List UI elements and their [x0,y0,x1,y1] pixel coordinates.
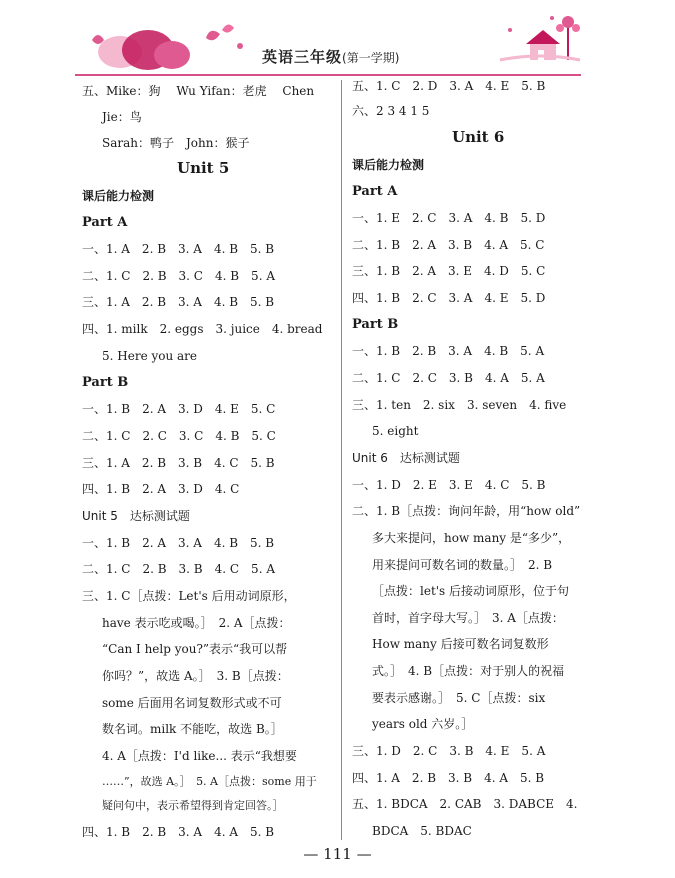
answer-line: 二、1. C 2. C 3. B 4. A 5. A [352,371,545,385]
answer-line: 五、1. C 2. D 3. A 4. E 5. B [352,79,546,93]
answer-line: 五、Mike：狗 Wu Yifan：老虎 Chen [82,84,315,98]
answer-line: ……”，故选 A。］ 5. A［点拨：some 用于 [102,775,317,788]
book-title [262,46,399,67]
answer-line: 二、1. B 2. A 3. B 4. A 5. C [352,238,545,252]
answer-line: 四、1. milk 2. eggs 3. juice 4. bread [82,322,323,336]
answer-line: 一、1. B 2. A 3. D 4. E 5. C [82,402,276,416]
answer-line: 四、1. B 2. A 3. D 4. C [82,482,240,496]
answer-line: 三、1. A 2. B 3. B 4. C 5. B [82,456,275,470]
page-number: — 111 — [303,845,372,863]
page-header [0,0,675,80]
answer-line: 二、1. C 2. C 3. C 4. B 5. C [82,429,276,443]
answer-line: 三、1. C［点拨：Let's 后用动词原形， [82,589,296,603]
section-heading: 课后能力检测 [352,158,425,172]
part-heading: Part B [352,317,399,332]
book-subtitle: (第一学期) [342,51,400,65]
answer-line: 4. A［点拨：I'd like... 表示“我想要 [102,749,297,763]
answer-line: BDCA 5. BDAC [372,824,472,838]
answer-line: 三、1. B 2. A 3. E 4. D 5. C [352,264,546,278]
answer-line: 五、1. BDCA 2. CAB 3. DABCE 4. [352,797,578,811]
answer-line: 三、1. D 2. C 3. B 4. E 5. A [352,744,546,758]
answer-line: 式。］ 4. B［点拨：对于别人的祝福 [372,664,565,678]
answer-line: Jie：鸟 [102,110,142,124]
book-title-text: 英语三年级 [262,48,343,66]
answer-line: 四、1. A 2. B 3. B 4. A 5. B [352,771,545,785]
part-heading: Part B [82,375,129,390]
answer-line: 一、1. B 2. B 3. A 4. B 5. A [352,344,545,358]
test-heading: Unit 5 达标测试题 [82,509,190,523]
answer-line: 一、1. A 2. B 3. A 4. B 5. B [82,242,275,256]
answer-line: 二、1. C 2. B 3. B 4. C 5. A [82,562,275,576]
answer-line: 5. Here you are [102,349,198,363]
section-heading: 课后能力检测 [82,189,155,203]
column-divider [341,80,342,840]
answer-line: “Can I help you?”表示“我可以帮 [102,642,288,656]
test-heading: Unit 6 达标测试题 [352,451,460,465]
answer-line: 三、1. ten 2. six 3. seven 4. five [352,398,567,412]
answer-line: have 表示吃或喝。］ 2. A［点拨： [102,616,291,630]
header-rule [75,74,581,76]
part-heading: Part A [352,184,398,199]
answer-line: 三、1. A 2. B 3. A 4. B 5. B [82,295,275,309]
answer-line: Sarah：鸭子 John：猴子 [102,136,250,150]
answer-line: 多大来提问，how many 是“多少”， [372,531,571,545]
answer-line: 四、1. B 2. B 3. A 4. A 5. B [82,825,275,839]
unit-title: Unit 6 [452,128,505,146]
answer-line: 二、1. B［点拨：询问年龄，用“how old” [352,504,581,518]
answer-line: 你吗？”，故选 A。］ 3. B［点拨： [102,669,289,683]
answer-line: some 后面用名词复数形式或不可 [102,696,282,710]
answer-line: 疑问句中，表示希望得到肯定回答。］ [102,799,284,812]
answer-line: ［点拨：let's 后接动词原形，位于句 [372,584,570,598]
answer-line: 要表示感谢。］ 5. C［点拨：six [372,691,546,705]
answer-line: 5. eight [372,424,419,438]
unit-title: Unit 5 [177,159,230,177]
answer-line: 用来提问可数名词的数量。］ 2. B [372,558,553,572]
answer-line: years old 六岁。］ [372,717,474,731]
answer-line: 一、1. B 2. A 3. A 4. B 5. B [82,536,275,550]
answer-line: 首时，首字母大写。］ 3. A［点拨： [372,611,564,625]
answer-line: 四、1. B 2. C 3. A 4. E 5. D [352,291,546,305]
answer-line: 六、2 3 4 1 5 [352,104,430,118]
part-heading: Part A [82,215,128,230]
header-decoration-left [0,0,675,80]
answer-line: 一、1. E 2. C 3. A 4. B 5. D [352,211,546,225]
answer-line: 二、1. C 2. B 3. C 4. B 5. A [82,269,275,283]
answer-line: 数名词。milk 不能吃，故选 B。］ [102,722,283,736]
answer-line: How many 后接可数名词复数形 [372,637,549,651]
answer-line: 一、1. D 2. E 3. E 4. C 5. B [352,478,546,492]
